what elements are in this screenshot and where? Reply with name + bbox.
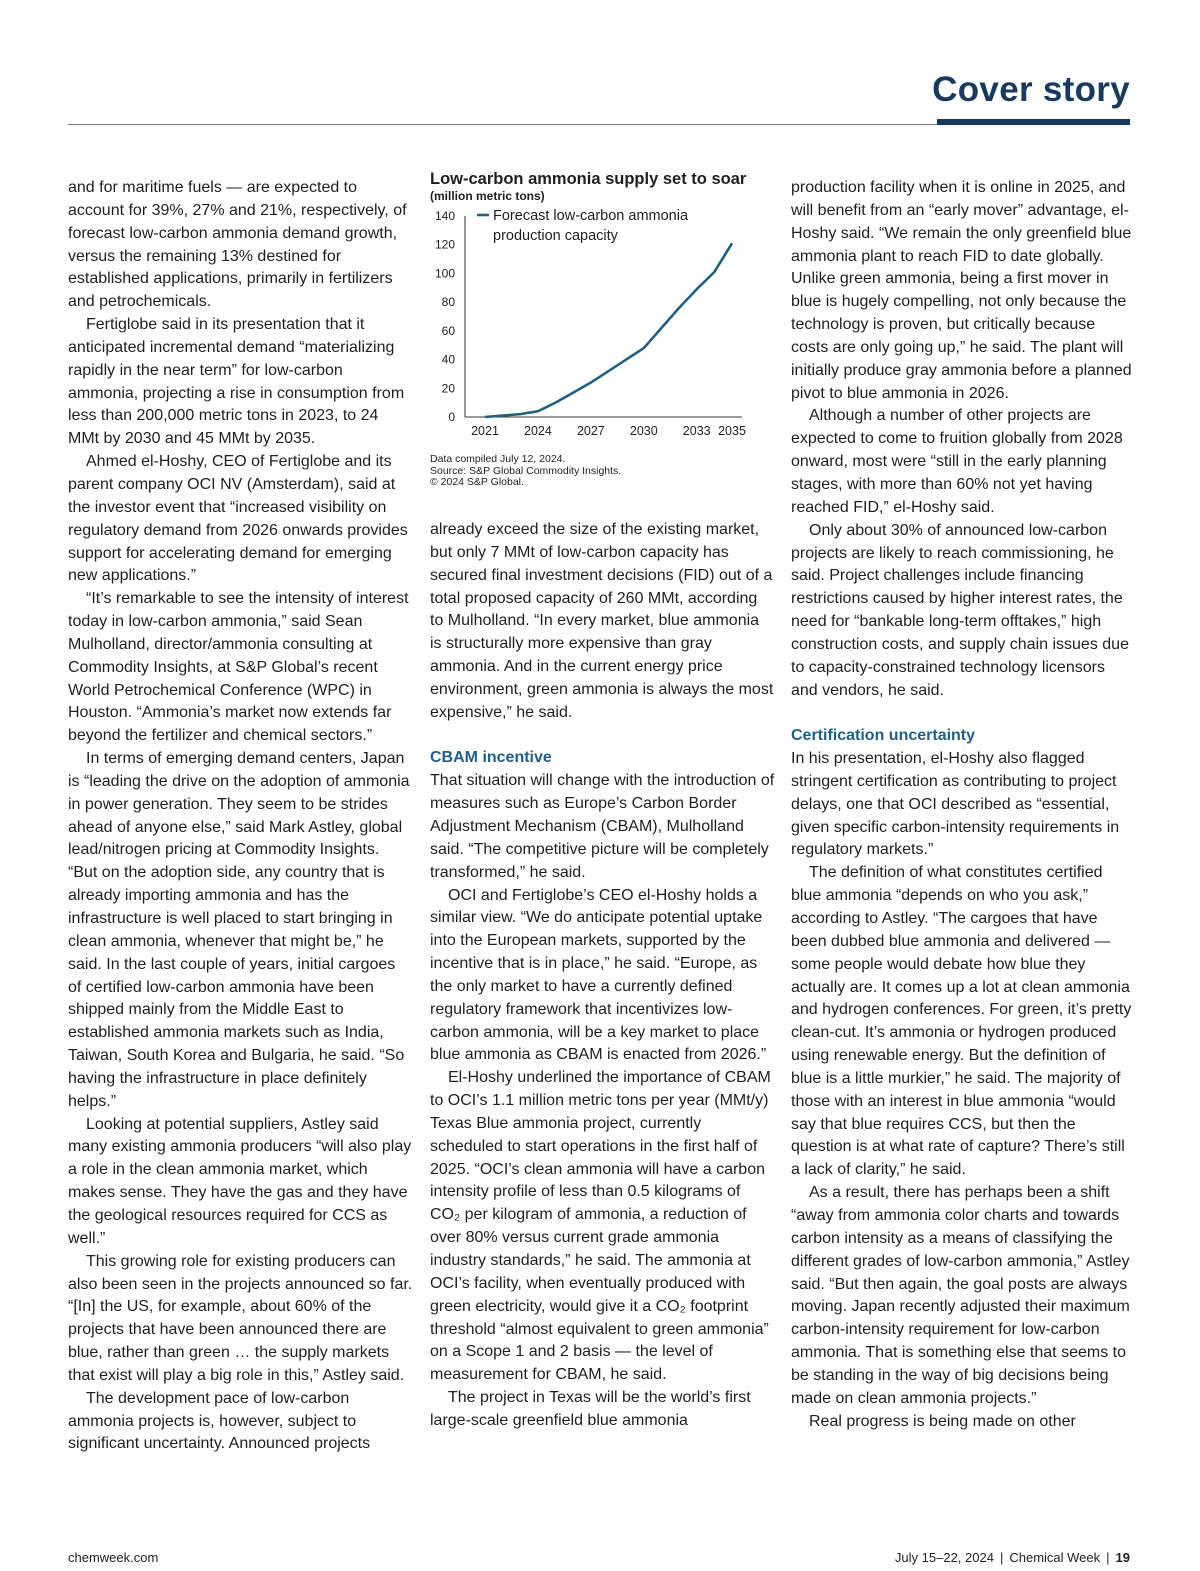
paragraph: Real progress is being made on other — [809, 1412, 1076, 1430]
article-column-3 — [791, 177, 1136, 1433]
x-tick-label: 2021 — [471, 424, 499, 438]
y-tick-label: 80 — [441, 295, 455, 310]
chart-notes — [430, 454, 621, 489]
paragraph: The definition of what constitutes certified blue ammonia “depends on who you ask,” according to Astley. “The cargoes that have been dubbed blue ammonia and delivered — some people would debate how blue they actually are. It comes up a lot at clean ammonia and hydrogen conferences. For green, it’s pretty clean-cut. It’s ammonia or hydrogen produced using renewable energy. But the definition of blue is a little murkier,” he said. The majority of those with an interest in blue ammonia “would say that blue requires CCS, but then the question is at what rate of capture? There’s still a lack of clarity,” he said. — [791, 864, 1132, 1179]
paragraph: and for maritime fuels — are expected to account for 39%, 27% and 21%, respectively, of forecast low-carbon ammonia demand growth, versus the remaining 13% destined for established applications, primarily in fertilizers and petrochemicals. — [68, 179, 407, 311]
footer-website: chemweek.com — [68, 1550, 159, 1565]
page-number: 19 — [1115, 1550, 1130, 1565]
paragraph: Looking at potential suppliers, Astley said many existing ammonia producers “will also play a role in the clean ammonia market, which makes sense. They have the gas and they have the geological resources required for CCS as well.” — [68, 1115, 412, 1247]
chart-title: Low-carbon ammonia supply set to soar — [430, 170, 747, 188]
paragraph: That situation will change with the introduction of measures such as Europe’s Carbon Border Adjustment Mechanism (CBAM), Mulholland said. “The competitive picture will be completely transformed,” he said. — [430, 772, 775, 881]
series-line — [485, 243, 732, 417]
footer-separator: | — [999, 1550, 1004, 1565]
footer-publication: Chemical Week — [1009, 1550, 1101, 1565]
subheading: Certification uncertainty — [791, 727, 976, 745]
paragraph: This growing role for existing producers can also been seen in the projects announced so far. “[In] the US, for example, about 60% of the projects that have been announced there are blue, rather than green … the supply markets that exist will play a big role in this,” Astley said. — [68, 1252, 413, 1384]
paragraph: Although a number of other projects are expected to come to fruition globally from 2028 onward, most were “still in the early planning stages, with more than 60% not yet having reached FID,” el-Hoshy said. — [791, 407, 1123, 516]
article-column-1 — [68, 177, 413, 1456]
y-tick-label: 140 — [434, 209, 455, 223]
y-axis — [435, 209, 455, 424]
paragraph: already exceed the size of the existing market, but only 7 MMt of low-carbon capacity has secured final investment decisions (FID) out of a total proposed capacity of 260 MMt, according to Mulholland. “In every market, blue ammonia is structurally more expensive than gray ammonia. And in the current energy price environment, green ammonia is always the most expensive,” he said. — [430, 521, 774, 721]
footer-date: July 15–22, 2024 — [894, 1550, 994, 1565]
y-tick-label: 0 — [448, 410, 455, 424]
paragraph: El-Hoshy underlined the importance of CBAM to OCI’s 1.1 million metric tons per year (MMt/y) Texas Blue ammonia project, currently scheduled to start operations in the first half of 2025. “OCI’s clean ammonia will have a carbon intensity profile of less than 0.5 kilograms of CO₂ per kilogram of ammonia, a reduction of over 80% versus current grade ammonia industry standards,” he said. The ammonia at OCI’s facility, when eventually produced with green electricity, would give it a CO₂ footprint threshold “almost equivalent to green ammonia” on a Scope 1 and 2 basis — the level of measurement for CBAM, he said. — [430, 1069, 771, 1384]
subheading: CBAM incentive — [430, 749, 552, 767]
x-tick-label: 2027 — [576, 424, 605, 438]
x-axis — [471, 424, 746, 438]
paragraph: The development pace of low-carbon ammonia projects is, however, subject to significant uncertainty. Announced projects — [68, 1389, 371, 1453]
chart-note-compiled: Data compiled July 12, 2024. — [430, 453, 566, 465]
x-tick-label: 2033 — [682, 424, 711, 438]
paragraph: In his presentation, el-Hoshy also flagged stringent certification as contributing to project delays, one that OCI described as “essential, given specific carbon-intensity requirements in regulatory markets.” — [791, 750, 1120, 859]
paragraph: The project in Texas will be the world’s first large-scale greenfield blue ammonia — [430, 1389, 751, 1429]
y-tick-label: 120 — [434, 237, 455, 252]
paragraph: “It’s remarkable to see the intensity of interest today in low-carbon ammonia,” said Sean Mulholland, director/ammonia consulting at Commodity Insights, at S&P Global’s recent World Petrochemical Conference (WPC) in Houston. “Ammonia’s market now extends far beyond the fertilizer and chemical sectors.” — [68, 590, 409, 745]
article-column-2 — [430, 519, 775, 1433]
section-title: Cover story — [932, 70, 1130, 109]
paragraph: production facility when it is online in 2025, and will benefit from an “early mover” advantage, el-Hoshy said. “We remain the only greenfield blue ammonia plant to reach FID to date globally. Unlike green ammonia, being a first mover in blue is hugely compelling, not only because the technology is proven, but critically because costs are only going up,” he said. The plant will initially produce gray ammonia before a planned pivot to blue ammonia in 2026. — [791, 179, 1132, 402]
x-tick-label: 2030 — [629, 424, 658, 438]
footer-info — [895, 1550, 1130, 1565]
supply-chart — [430, 170, 775, 500]
paragraph: Only about 30% of announced low-carbon projects are likely to reach commissioning, he said. Project challenges include financing restrictions caused by higher interest rates, the need for “bankable long-term offtakes,” high construction costs, and supply chain issues due to capacity-constrained technology licensors and vendors, he said. — [791, 521, 1129, 699]
x-tick-label: 2024 — [524, 424, 552, 438]
x-tick-label: 2035 — [718, 424, 746, 438]
paragraph: OCI and Fertiglobe’s CEO el-Hoshy holds a similar view. “We do anticipate potential uptake into the European markets, supported by the incentive that is in place,” he said. “Europe, as the only market to have a currently defined regulatory framework that incentivizes low-carbon ammonia, will be a key market to place blue ammonia as CBAM is enacted from 2026.” — [430, 886, 767, 1064]
chart-units: (million metric tons) — [430, 189, 545, 203]
y-tick-label: 40 — [441, 352, 455, 367]
paragraph: In terms of emerging demand centers, Japan is “leading the drive on the adoption of ammonia in power generation. They seem to be strides ahead of anyone else,” said Mark Astley, global lead/nitrogen pricing at Commodity Insights. “But on the adoption side, any country that is already importing ammonia and has the infrastructure is well placed to start bringing in clean ammonia, whenever that might be,” he said. In the last couple of years, initial cargoes of certified low-carbon ammonia have been shipped mainly from the Middle East to established ammonia markets such as India, Taiwan, South Korea and Bulgaria, he said. “So having the infrastructure in place definitely helps.” — [68, 750, 410, 1110]
paragraph: Fertiglobe said in its presentation that it anticipated incremental demand “materializing rapidly in the near term” for low-carbon ammonia, projecting a rise in consumption from less than 200,000 metric tons in 2023, to 24 MMt by 2030 and 45 MMt by 2035. — [68, 316, 405, 448]
chart-note-copyright: © 2024 S&P Global. — [430, 476, 524, 488]
legend-label: Forecast low-carbon ammonia — [493, 208, 689, 224]
paragraph: As a result, there has perhaps been a shift “away from ammonia color charts and towards carbon intensity as a means of classifying the different grades of low-carbon ammonia,” Astley said. “But then again, the goal posts are always moving. Japan recently adjusted their maximum carbon-intensity requirement for low-carbon ammonia. That is something else that seems to be standing in the way of big decisions being made on clean ammonia projects.” — [791, 1184, 1130, 1407]
header-accent-bar — [937, 119, 1130, 125]
y-tick-label: 60 — [441, 323, 455, 338]
footer-separator: | — [1106, 1550, 1110, 1565]
y-tick-label: 100 — [434, 266, 455, 281]
paragraph: Ahmed el-Hoshy, CEO of Fertiglobe and its parent company OCI NV (Amsterdam), said at the investor event that “increased visibility on regulatory demand from 2026 onwards provides support for accelerating demand for emerging new applications.” — [68, 453, 408, 585]
chart-plot — [430, 204, 775, 444]
y-tick-label: 20 — [441, 381, 455, 396]
legend-label: production capacity — [493, 228, 618, 244]
chart-note-source: Source: S&P Global Commodity Insights. — [430, 464, 622, 477]
